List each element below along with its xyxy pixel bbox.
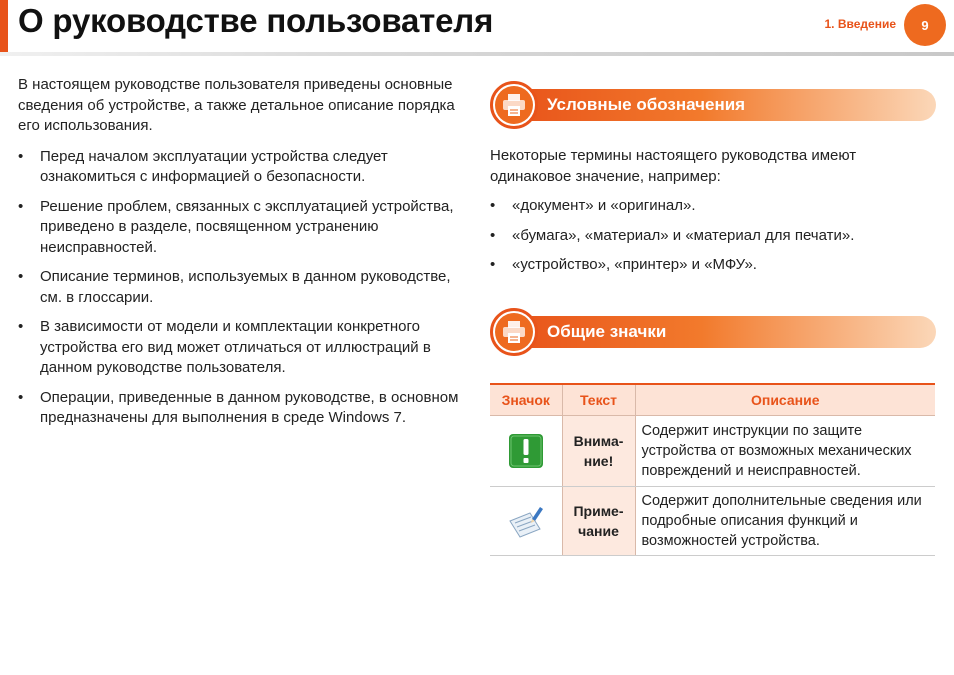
conventions-intro: Некоторые термины настоящего руководства имеют одинаковое значение, например: (490, 147, 857, 185)
list-item: • «бумага», «материал» и «материал для печати». (490, 226, 936, 247)
list-item: • Решение проблем, связанных с эксплуатацией устройства, приведено в разделе, посвященном устранению неисправностей. (18, 197, 468, 259)
left-bullet-list (18, 147, 468, 429)
column-header: Значок (490, 384, 562, 415)
conventions-text (490, 146, 936, 285)
icon-cell (490, 486, 562, 555)
table-row (490, 486, 935, 555)
printer-icon (501, 319, 527, 345)
section-header-common-icons (490, 308, 936, 356)
chapter-link[interactable]: 1. Введение (824, 17, 896, 31)
page-number-badge: 9 (904, 4, 946, 46)
label-cell (562, 486, 635, 555)
header-accent-bar (0, 0, 8, 52)
label-line: Внима- (573, 432, 624, 449)
warning-exclamation-icon (508, 433, 544, 469)
description-cell: Содержит инструкции по защите устройства от возможных механических повреждений и неисправностей. (635, 415, 935, 486)
printer-icon (501, 92, 527, 118)
page-title: О руководстве пользователя (18, 2, 494, 39)
note-pencil-icon (506, 503, 546, 539)
printer-icon-badge (490, 81, 538, 129)
table-header-row (490, 384, 935, 415)
label-line: чание (578, 522, 619, 539)
section-header-conventions (490, 81, 936, 129)
section-title: Условные обозначения (547, 95, 746, 114)
list-item: • Перед началом эксплуатации устройства следует ознакомиться с информацией о безопасности. (18, 147, 468, 188)
icon-cell (490, 415, 562, 486)
conventions-bullet-list (490, 196, 936, 276)
icons-table (490, 383, 935, 556)
header-divider (0, 52, 954, 56)
label-line: ние! (583, 452, 614, 469)
column-header: Описание (635, 384, 935, 415)
list-item: • Описание терминов, используемых в данном руководстве, см. в глоссарии. (18, 267, 468, 308)
label-line: Приме- (573, 502, 624, 519)
column-header: Текст (562, 384, 635, 415)
list-item: • Операции, приведенные в данном руководстве, в основном предназначены для выполнения в среде Windows 7. (18, 388, 468, 429)
left-column (18, 75, 468, 438)
section-title: Общие значки (547, 322, 667, 341)
list-item: • «устройство», «принтер» и «МФУ». (490, 255, 936, 276)
list-item: • «документ» и «оригинал». (490, 196, 936, 217)
list-item: • В зависимости от модели и комплектации конкретного устройства его вид может отличаться от иллюстраций в данном руководстве пользователя. (18, 317, 468, 379)
description-cell: Содержит дополнительные сведения или подробные описания функций и возможностей устройства. (635, 486, 935, 555)
printer-icon-badge (490, 308, 538, 356)
table-row (490, 415, 935, 486)
label-cell (562, 415, 635, 486)
intro-paragraph: В настоящем руководстве пользователя приведены основные сведения об устройстве, а также детальное описание порядка его использования. (18, 76, 455, 134)
